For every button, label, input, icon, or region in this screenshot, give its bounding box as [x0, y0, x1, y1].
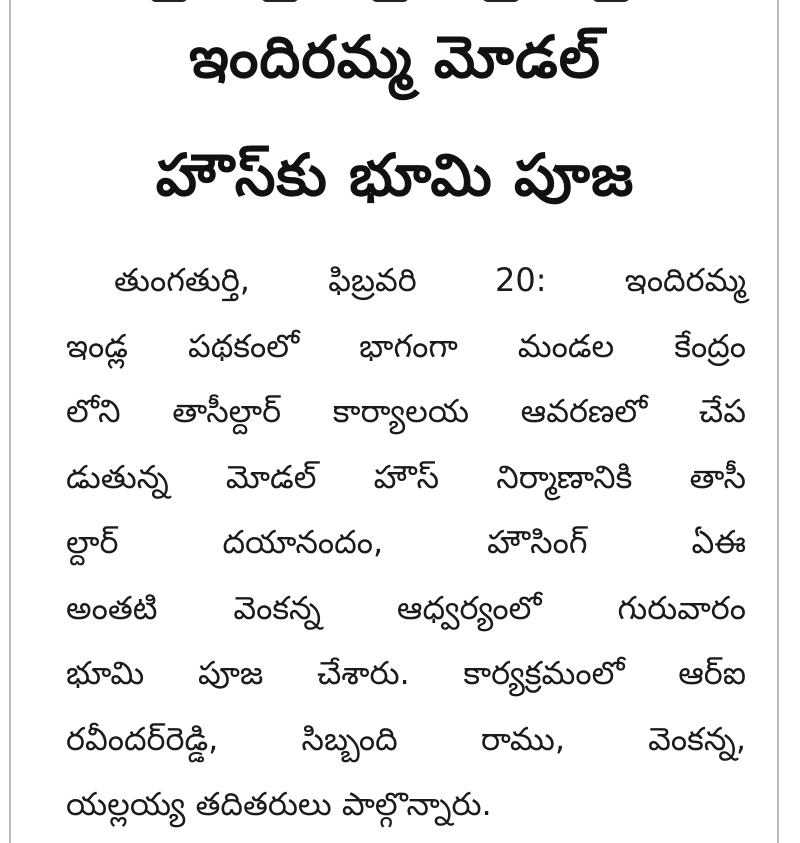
- body-line: యల్లయ్య తదితరులు పాల్గొన్నారు.: [66, 785, 492, 823]
- left-column-rule: [9, 0, 11, 843]
- right-column-rule: [777, 0, 779, 843]
- body-line: అంతటి వెంకన్న ఆధ్వర్యంలో గురువారం: [66, 588, 746, 627]
- headline-line-2: హౌస్‌కు భూమి పూజ: [155, 141, 635, 209]
- cropped-glyph-fragment: [261, 0, 299, 2]
- article-body: [66, 248, 746, 838]
- body-line: లోని తాసీల్దార్ కార్యాలయ ఆవరణలో చేప: [66, 392, 746, 430]
- body-line: రవీందర్‌రెడ్డి, సిబ్బంది రాము, వెంకన్న,: [66, 719, 746, 758]
- cropped-glyph-fragment: [371, 0, 409, 2]
- headline-line-1: ఇందిరమ్మ మోడల్: [189, 23, 601, 91]
- cropped-glyph-fragment: [150, 0, 188, 2]
- body-line: ఇండ్ల పథకంలో భాగంగా మండల కేంద్రం: [66, 326, 746, 365]
- body-line: భూమి పూజ చేశారు. కార్యక్రమంలో ఆర్ఐ: [66, 654, 746, 692]
- cropped-previous-headline-fragments: [150, 0, 630, 6]
- body-line: తుంగతుర్తి, ఫిబ్రవరి 20: ఇందిరమ్మ: [114, 261, 746, 299]
- body-line: డుతున్న మోడల్ హౌస్ నిర్మాణానికి తాసీ: [66, 457, 746, 496]
- cropped-glyph-fragment: [592, 0, 630, 2]
- body-line: ల్దార్ దయానందం, హౌసింగ్ ఏఈ: [66, 523, 746, 561]
- cropped-glyph-fragment: [482, 0, 520, 2]
